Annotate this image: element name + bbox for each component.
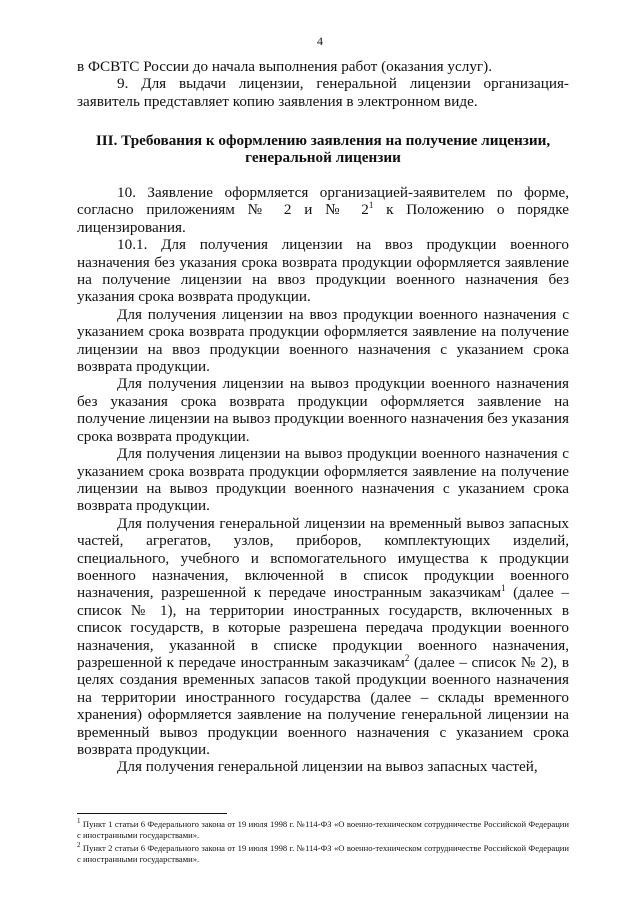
footnotes: [77, 819, 569, 867]
footnote-ref-2: 2: [404, 652, 410, 663]
intro-block: [77, 58, 569, 110]
section-heading-line-1: III. Требования к оформлению заявления на получение лицензии,: [95, 132, 551, 149]
section-heading: [77, 132, 569, 167]
paragraph-10: [77, 184, 569, 236]
paragraph-general-license: [77, 515, 569, 759]
paragraph-general-text-1: Для получения генеральной лицензии на временный вывоз запасных частей, агрегатов, узлов, приборов, комплектующих изделий, специального, учебного и вспомогательного имущества к продукции военного назначения, включенной в список продукции военного назначения, разрешенной к передаче иностранным заказчикам: [77, 514, 569, 602]
paragraph-general-text-2: (далее – список № 1), на территории иностранных государств, включенных в список государств, в которые разрешена передача продукции военного назначения, указанной в списке продукции военного назначения, разрешенной к передаче иностранным заказчикам: [77, 584, 569, 671]
footnote-ref-1: 1: [500, 583, 506, 594]
paragraph-last: Для получения генеральной лицензии на вывоз запасных частей,: [117, 758, 538, 776]
paragraph-export-with-term: Для получения лицензии на вывоз продукции военного назначения с указанием срока возврата продукции оформляется заявление на получение лицензии на вывоз продукции военного назначения с указанием срока возврата продукции.: [77, 445, 569, 515]
footnote-mark: 2: [77, 841, 81, 850]
footnote-1: [77, 819, 569, 841]
paragraph-10-text-end: к Положению о порядке лицензирования.: [77, 201, 569, 236]
paragraph-9: 9. Для выдачи лицензии, генеральной лицензии организация-заявитель представляет копию заявления в электронном виде.: [77, 75, 569, 110]
paragraph-general-text-3: (далее – список № 2), в целях создания временных запасов такой продукции военного назначения на территории иностранного государства (далее – склады временного хранения) оформляется заявление на получение генеральной лицензии на временный вывоз продукции военного назначения с указанием срока возврата продукции.: [77, 653, 569, 758]
paragraph-continuation: в ФСВТС России до начала выполнения работ (оказания услуг).: [77, 58, 492, 75]
paragraph-import-with-term: Для получения лицензии на ввоз продукции военного назначения с указанием срока возврата продукции оформляется заявление на получение лицензии на ввоз продукции военного назначения с указанием срока возврата продукции.: [77, 305, 569, 376]
footnote-2: [77, 843, 569, 865]
paragraph-10-1: 10.1. Для получения лицензии на ввоз продукции военного назначения без указания срока возврата продукции оформляется заявление на получение лицензии на ввоз продукции военного назначения без указания срока возврата продукции.: [77, 236, 569, 306]
superscript: 1: [368, 200, 374, 211]
main-text-block: [77, 184, 569, 776]
section-heading-line-2: генеральной лицензии: [245, 149, 401, 167]
page-number: 4: [317, 34, 323, 48]
footnote-mark: 1: [77, 817, 81, 826]
footnote-text: Пункт 1 статьи 6 Федерального закона от 19 июля 1998 г. №114-ФЗ «О военно-техническом сотрудничестве Российской Федерации с иностранными государствами».: [77, 819, 569, 840]
footnote-divider: [77, 813, 227, 814]
footnote-text: Пункт 2 статьи 6 Федерального закона от 19 июля 1998 г. №114-ФЗ «О военно-техническом сотрудничестве Российской Федерации с иностранными государствами».: [77, 843, 569, 864]
paragraph-export-no-term: Для получения лицензии на вывоз продукции военного назначения без указания срока возврата продукции оформляется заявление на получение лицензии на вывоз продукции военного назначения без указания срока возврата продукции.: [77, 375, 569, 445]
paragraph-10-text: 10. Заявление оформляется организацией-заявителем по форме, согласно приложениям № 2 и № 2: [77, 184, 569, 219]
